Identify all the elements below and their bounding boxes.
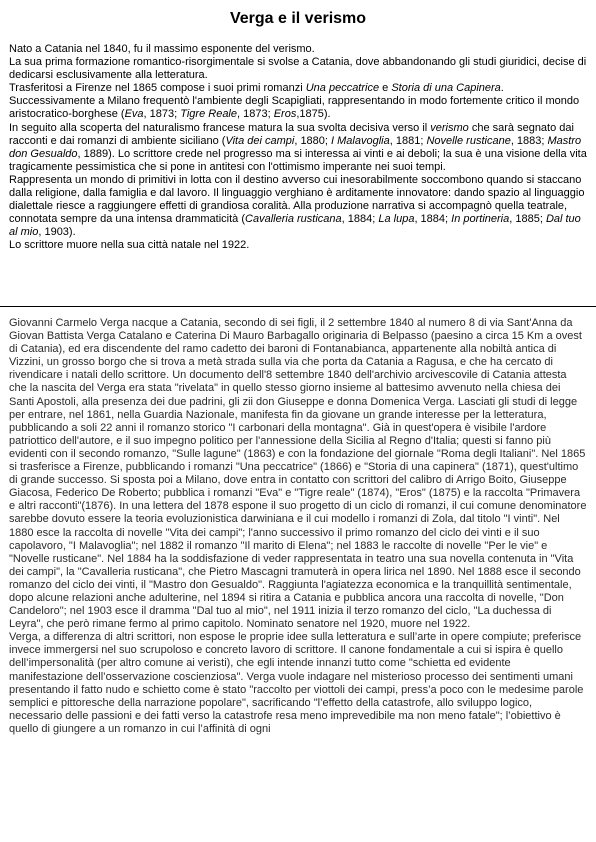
intro-section <box>9 43 587 253</box>
text-run: che sarà segnato dai racconti e dai romanzi di ambiente siciliano ( <box>9 121 574 147</box>
text-run: , 1884; <box>414 213 452 226</box>
text-run: , 1880; <box>294 134 332 147</box>
intro-paragraph-4 <box>9 95 587 121</box>
text-run: , 1873; <box>237 108 274 121</box>
keyword: verismo <box>430 121 469 134</box>
work-title: I Malavoglia <box>331 134 390 147</box>
text-run: , 1884; <box>341 213 379 226</box>
work-title: Dal tuo al mio <box>9 213 581 239</box>
work-title: Tigre Reale <box>180 108 237 121</box>
biography-section <box>9 317 587 736</box>
work-title: Mastro don Gesualdo <box>9 134 582 160</box>
work-title: Novelle rusticane <box>426 134 511 147</box>
work-title: La lupa <box>378 213 415 226</box>
text-run: Successivamente a Milano frequentò l'ambiente degli Scapigliati, rappresentando in modo fortemente critico il mondo aristocratico-borghese ( <box>9 95 580 121</box>
work-title: Eros <box>273 108 297 121</box>
text-run: , 1889). Lo scrittore crede nel progresso ma si interessa ai vinti e ai deboli; la sua è una visione della vita tragicamente pessimistica che si pone in antitesi con l'ottimismo imperante nei suoi tempi. <box>9 147 587 173</box>
text-run: Trasferitosi a Firenze nel 1865 compose i suoi primi romanzi <box>9 82 306 95</box>
text-run: , 1881; <box>389 134 427 147</box>
text-run: , 1873; <box>143 108 181 121</box>
biography-paragraph-1: Giovanni Carmelo Verga nacque a Catania, secondo di sei figli, il 2 settembre 1840 al numero 8 di via Sant'Anna da Giovan Battista Verga Catalano e Caterina Di Mauro Barbagallo originaria di Belpasso (paesino a circa 15 Km a ovest di Catania), ed era discendente del ramo cadetto dei baroni di Fontanabianca, appartenente alla nobiltà antica di Vizzini, un grosso borgo che si trova a metà strada sulla via che porta da Catania a Ragusa, e che ha cercato di rivendicare i natali dello scrittore. Un documento dell'8 settembre 1840 dell'archivio arcivescovile di Catania attesta che la nascita del Verga era stata "rivelata" in quello stesso giorno insieme al battesimo avvenuto nella chiesa dei Santi Apostoli, alla presenza dei due padrini, gli zii don Giuseppe e donna Domenica Verga. Lasciati gli studi di legge per entrare, nel 1861, nella Guardia Nazionale, manifesta fin da giovane un grande interesse per la letteratura, pubblicando a soli 22 anni il romanzo storico "I carbonari della montagna". Già in quest'opera è visibile l'ardore patriottico dell'autore, e il suo impegno politico per l'annessione della Sicilia al Regno d'Italia; questi si fanno più evidenti con il secondo romanzo, "Sulle lagune" (1863) e con la fondazione del giornale "Roma degli Italiani". Nel 1865 si trasferisce a Firenze, pubblicando i romanzi "Una peccatrice" (1866) e "Storia di una capinera" (1871), quest'ultimo di grande successo. Si sposta poi a Milano, dove entra in contatto con scrittori del calibro di Arrigo Boito, Giuseppe Giacosa, Federico De Roberto; pubblica i romanzi "Eva" e "Tigre reale" (1874), "Eros" (1875) e la raccolta "Primavera e altri racconti"(1876). In una lettera del 1878 espone il suo progetto di un ciclo di romanzi, il cui comune denominatore sarebbe dovuto essere la teoria evoluzionistica darwiniana e il cui modello i romanzi di Zola, dal titolo "I vinti". Nel 1880 esce la raccolta di novelle "Vita dei campi"; l'anno successivo il primo romanzo del ciclo dei vinti e il suo capolavoro, "I Malavoglia"; nel 1882 il romanzo "Il marito di Elena"; nel 1883 le raccolte di novelle "Per le vie" e "Novelle rusticane". Nel 1884 ha la soddisfazione di veder rappresentata in teatro una sua novella contenuta in "Vita dei campi", la "Cavalleria rusticana", che Pietro Mascagni tramuterà in opera lirica nel 1890. Nel 1888 esce il secondo romanzo del ciclo dei vinti, il "Mastro don Gesualdo". Raggiunta l'agiatezza economica e la tranquillità sentimentale, dopo alcune relazioni anche adulterine, nel 1894 si ritira a Catania e pubblica ancora una raccolta di novelle, "Don Candeloro"; nel 1903 esce il dramma "Dal tuo al mio", nel 1911 inizia il terzo romanzo del ciclo, "La duchessa di Leyra", che però rimane fermo al primo capitolo. Nominato senatore nel 1920, muore nel 1922. <box>9 317 587 631</box>
intro-paragraph-6 <box>9 174 587 239</box>
work-title: In portineria <box>451 213 510 226</box>
intro-paragraph-2: La sua prima formazione romantico-risorgimentale si svolse a Catania, dove abbandonando gli studi giuridici, decise di dedicarsi esclusivamente alla letteratura. <box>9 56 587 82</box>
text-run: e <box>379 82 392 95</box>
text-run: In seguito alla scoperta del naturalismo francese matura la sua svolta decisiva verso il <box>9 121 431 134</box>
text-run: , 1885; <box>509 213 546 226</box>
work-title: Vita dei campi <box>225 134 295 147</box>
work-title: Eva <box>124 108 144 121</box>
biography-paragraph-2: Verga, a differenza di altri scrittori, non espose le proprie idee sulla letteratura e sull’arte in opere compiute; preferisce invece immergersi nel suo scrupoloso e concreto lavoro di scrittore. Il canone fondamentale a cui si ispira è quello dell’impersonalità (per altro comune ai veristi), che egli intende innanzi tutto come "schietta ed evidente manifestazione dell’osservazione coscienziosa". Verga vuole indagare nel misterioso processo dei sentimenti umani presentando il fatto nudo e schietto come è stato "raccolto per viottoli dei campi, press’a poco con le medesime parole semplici e pittoresche della narrazione popolare", sacrificando "l’effetto della catastrofe, allo sviluppo logico, necessario delle passioni e dei fatti verso la catastrofe resa meno imprevedibile ma non meno fatale"; l’obiettivo è quello di giungere a un romanzo in cui l’affinità di ogni <box>9 631 584 735</box>
intro-paragraph-7: Lo scrittore muore nella sua città natale nel 1922. <box>9 239 250 252</box>
text-run: ,1875). <box>296 108 331 121</box>
text-run: , 1883; <box>510 134 548 147</box>
work-title: Storia di una Capinera <box>391 82 501 95</box>
intro-paragraph-1: Nato a Catania nel 1840, fu il massimo esponente del verismo. <box>9 43 315 55</box>
intro-paragraph-5 <box>9 122 587 174</box>
text-run: , 1903). <box>38 226 76 239</box>
text-run: . <box>500 82 504 95</box>
work-title: Cavalleria rusticana <box>245 213 342 226</box>
page-title: Verga e il verismo <box>229 10 367 27</box>
intro-paragraph-3 <box>9 82 587 95</box>
horizontal-divider <box>0 306 596 307</box>
work-title: Una peccatrice <box>305 82 380 95</box>
text-run: Rappresenta un mondo di primitivi in lotta con il destino avverso cui inesorabilmente soccombono quando si staccano dalla religione, dalla famiglia e dal lavoro. Il linguaggio verghiano è arditamente innovatore: dando spazio al linguaggio dialettale riesce a raggiungere effetti di grandiosa coralità. Alla produzione narrativa si accompagnò quella teatrale, connotata sempre da una intensa drammaticità ( <box>9 173 585 226</box>
